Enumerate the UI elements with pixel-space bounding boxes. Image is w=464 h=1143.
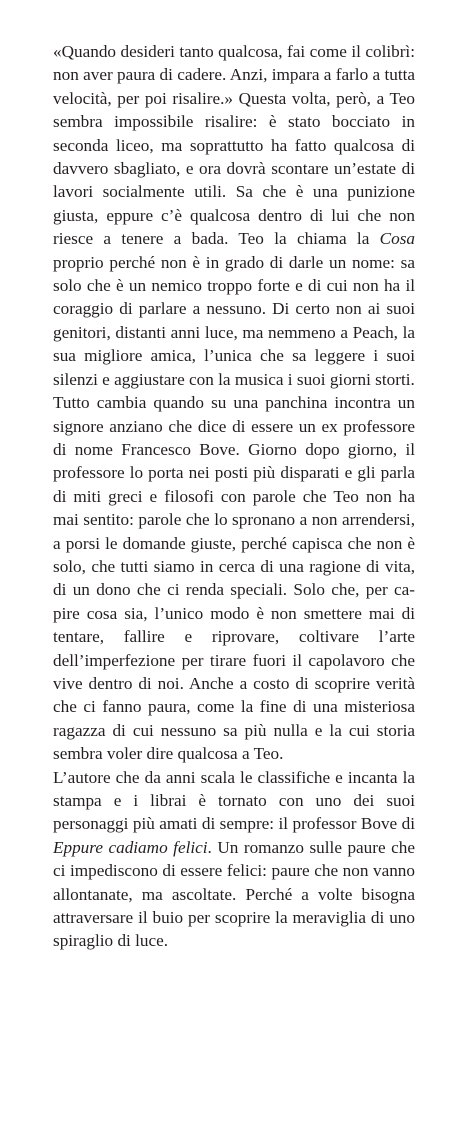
- text-run: proprio perché non è in grado di darle un nome: sa solo che è un nemico troppo forte e di cui non ha il coraggio di parlare a nessuno. Di certo non ai suoi genitori, distanti anni luce, ma nemmeno a Peach, la sua migliore amica, l’unica che sa leggere i suoi silenzi e aggiustare con la musica i suoi giorni storti.: [53, 252, 415, 389]
- italic-title-text: Eppure cadiamo felici: [53, 837, 208, 857]
- text-run: Tutto cambia quando su una panchina incontra un signore anziano che dice di essere un ex professore di nome Francesco Bove. Giorno dopo giorno, il professore lo porta nei posti più disparati e gli parla di miti greci e filosofi con parole che Teo non ha mai sentito: parole che lo spronano a non arrendersi, a porsi le domande giuste, perché capisca che non è solo, che tutti siamo in cerca di una ragione di vita, di un dono che ci renda speciali. Solo che, per capire cosa sia, l’unico modo è non smettere mai di tentare, fallire e riprovare, coltivare l’arte dell’imperfezione per tirare fuori il capolavoro che vive dentro di noi. Anche a costo di scoprire verità che ci fanno paura, come la fine di una misteriosa ragazza di cui nessuno sa più nulla e la cui storia sembra voler dire qualcosa a Teo.: [53, 393, 415, 764]
- back-cover-text: [53, 40, 415, 953]
- text-run: L’autore che da anni scala le classifiche e incanta la stampa e i librai è tornato con uno dei suoi personaggi più amati di sempre: il professor Bove di: [53, 767, 415, 834]
- paragraph-author-note: [53, 766, 415, 953]
- paragraph-synopsis-2: [53, 391, 415, 766]
- text-run: . Un romanzo sulle paure che ci impediscono di essere felici: paure che non vanno allontanate, ma ascoltate. Perché a volte bisogna attraversare il buio per scoprire la meraviglia di uno spiraglio di luce.: [53, 837, 415, 951]
- text-run: «Quando desideri tanto qualcosa, fai come il colibrì: non aver paura di cadere. Anzi, impara a farlo a tutta velocità, per poi risalire.» Questa volta, però, a Teo sembra impossibile risalire: è stato bocciato in seconda liceo, ma soprattutto ha fatto qualcosa di davvero sbagliato, e ora dovrà scontare un’estate di lavori socialmente utili. Sa che è una punizione giusta, eppure c’è qualcosa dentro di lui che non riesce a tenere a bada. Teo la chiama la: [53, 42, 415, 249]
- italic-title-text: Cosa: [379, 229, 415, 249]
- paragraph-synopsis-1: [53, 40, 415, 391]
